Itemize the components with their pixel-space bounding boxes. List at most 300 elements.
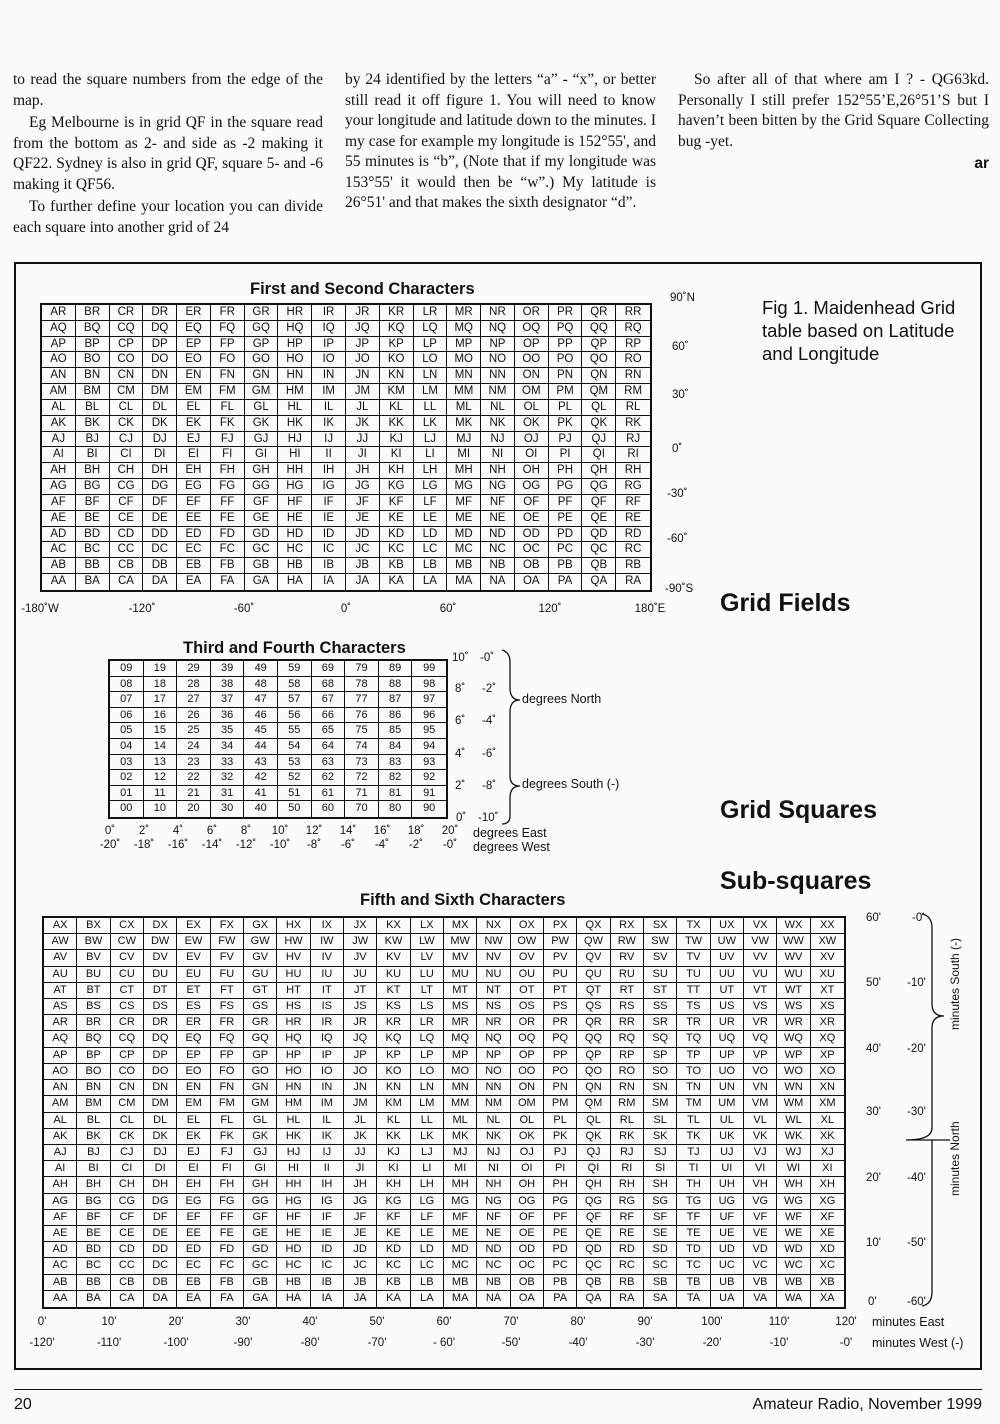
grid-cell: RE xyxy=(611,1226,644,1242)
grid-cell: BO xyxy=(77,1064,110,1080)
grid-cell: KA xyxy=(377,1291,410,1307)
grid-cell: UI xyxy=(711,1161,744,1177)
grid-cell: XU xyxy=(811,967,844,983)
grid-cell: HJ xyxy=(278,432,312,448)
grid-cell: BU xyxy=(77,967,110,983)
grid-cell: 92 xyxy=(412,770,446,786)
grid-cell: NF xyxy=(481,495,515,511)
grid-cell: FQ xyxy=(211,1031,244,1047)
grid-cell: AF xyxy=(42,495,76,511)
grid-cell: EI xyxy=(177,447,211,463)
grid-cell: NL xyxy=(477,1113,510,1129)
grid-cell: 89 xyxy=(379,661,413,677)
grid-cell: PE xyxy=(544,1226,577,1242)
grid-cell: CA xyxy=(111,1291,144,1307)
axis-label: 0˚ xyxy=(456,812,467,824)
grid-cell: DR xyxy=(144,1015,177,1031)
grid-cell: SH xyxy=(644,1177,677,1193)
grid-cell: EK xyxy=(177,416,211,432)
axis-label: 40' xyxy=(866,1043,881,1055)
axis-label: 50' xyxy=(369,1316,385,1328)
grid-cell: QN xyxy=(577,1080,610,1096)
grid-cell: TU xyxy=(677,967,710,983)
grid-cell: QD xyxy=(577,1242,610,1258)
grid-cell: 14 xyxy=(144,739,178,755)
grid-cell: MR xyxy=(447,305,481,321)
grid-cell: IP xyxy=(311,1048,344,1064)
grid-cell: LS xyxy=(411,999,444,1015)
grid-cell: RQ xyxy=(616,321,650,337)
grid-cell: AE xyxy=(44,1226,77,1242)
grid-cell: GO xyxy=(245,352,279,368)
grid-cell: 67 xyxy=(312,692,346,708)
grid-cell: OP xyxy=(511,1048,544,1064)
grid-cell: RB xyxy=(616,558,650,574)
grid-cell: 29 xyxy=(177,661,211,677)
grid-cell: EJ xyxy=(177,432,211,448)
grid-cell: PQ xyxy=(544,1031,577,1047)
grid-cell: LL xyxy=(411,1113,444,1129)
grid-cell: VV xyxy=(744,950,777,966)
grid-cell: BG xyxy=(76,479,110,495)
grid-cell: AV xyxy=(44,950,77,966)
minutes-north-label: minutes North xyxy=(948,1121,962,1196)
grid-cell: PB xyxy=(544,1275,577,1291)
grid-cell: MP xyxy=(447,337,481,353)
grid-cell: 56 xyxy=(278,708,312,724)
grid-cell: 40 xyxy=(244,801,278,817)
grid-cell: IS xyxy=(311,999,344,1015)
grid-cell: FE xyxy=(211,1226,244,1242)
grid-cell: RI xyxy=(611,1161,644,1177)
grid-cell: 32 xyxy=(211,770,245,786)
grid-cell: QQ xyxy=(577,1031,610,1047)
grid-cell: 28 xyxy=(177,677,211,693)
grid-cell: TA xyxy=(677,1291,710,1307)
grid-cell: LF xyxy=(411,1210,444,1226)
paragraph: So after all of that where am I ? - QG63kd. Personally I still prefer 152°55’E,26°51’S but I haven’t been bitten by the Grid Square Collecting bug -yet. xyxy=(678,71,989,150)
axis-label: -30˚ xyxy=(667,488,688,500)
grid-cell: CF xyxy=(111,1210,144,1226)
grid-cell: LE xyxy=(414,511,448,527)
grid-cell: LE xyxy=(411,1226,444,1242)
grid-cell: GA xyxy=(245,574,279,590)
grid-cell: JM xyxy=(346,384,380,400)
grid-cell: GR xyxy=(245,305,279,321)
grid-cell: TG xyxy=(677,1194,710,1210)
grid-cell: PH xyxy=(549,463,583,479)
grid-cell: HU xyxy=(277,967,310,983)
grid-cell: LC xyxy=(411,1258,444,1274)
grid-cell: LJ xyxy=(414,432,448,448)
grid-cell: 21 xyxy=(177,786,211,802)
grid-cell: EE xyxy=(177,1226,210,1242)
grid-cell: FL xyxy=(211,400,245,416)
grid-cell: RT xyxy=(611,983,644,999)
grid-cell: PG xyxy=(549,479,583,495)
axis-label: -10˚ xyxy=(478,812,499,824)
grid-cell: LN xyxy=(411,1080,444,1096)
grid-cell: MA xyxy=(444,1291,477,1307)
grid-cell: DH xyxy=(143,463,177,479)
axis-label: 10˚ xyxy=(452,652,469,664)
grid-cell: SI xyxy=(644,1161,677,1177)
grid-cell: FP xyxy=(211,1048,244,1064)
grid-cell: KV xyxy=(377,950,410,966)
grid-cell: JP xyxy=(344,1048,377,1064)
grid-cell: QF xyxy=(582,495,616,511)
grid-cell: IN xyxy=(312,368,346,384)
axis-label: -4˚ xyxy=(482,715,497,727)
grid-cell: PF xyxy=(549,495,583,511)
grid-cell: MQ xyxy=(447,321,481,337)
grid-cell: 90 xyxy=(423,802,436,815)
grid-cell: MK xyxy=(447,416,481,432)
grid-cell: 08 xyxy=(110,677,144,693)
grid-cell: QC xyxy=(577,1258,610,1274)
grid-cell: GH xyxy=(245,463,279,479)
grid-cell: VM xyxy=(744,1096,777,1112)
grid-cell: OE xyxy=(515,511,549,527)
grid-cell: OL xyxy=(515,400,549,416)
grid-cell: VD xyxy=(744,1242,777,1258)
grid-cell: NR xyxy=(477,1015,510,1031)
grid-cell: EO xyxy=(177,1064,210,1080)
grid-cell: NX xyxy=(477,918,510,934)
axis-label: 14˚ xyxy=(339,825,357,837)
axis-label: 40' xyxy=(302,1316,318,1328)
grid-cell: DP xyxy=(143,337,177,353)
grid-cell: OQ xyxy=(515,321,549,337)
grid-cell: JJ xyxy=(346,432,380,448)
grid-cell: VJ xyxy=(744,1145,777,1161)
grid-cell: OG xyxy=(511,1194,544,1210)
grid-cell: QR xyxy=(577,1015,610,1031)
grid-cell: PJ xyxy=(544,1145,577,1161)
grid-cell: PC xyxy=(549,542,583,558)
grid-cell: CQ xyxy=(111,1031,144,1047)
grid-cell: HT xyxy=(277,983,310,999)
grid-cell: WJ xyxy=(777,1145,810,1161)
grid-cell: RH xyxy=(616,463,650,479)
axis-label: 110' xyxy=(768,1316,790,1328)
grid-cell: DE xyxy=(143,511,177,527)
grid-cell: BQ xyxy=(77,1031,110,1047)
grid-cell: GV xyxy=(244,950,277,966)
grid-cell: GC xyxy=(244,1258,277,1274)
grid-cell: DM xyxy=(143,384,177,400)
grid-cell: UD xyxy=(711,1242,744,1258)
grid-cell: NE xyxy=(481,511,515,527)
minutes-south-label: minutes South (-) xyxy=(948,937,962,1030)
grid-cell: MN xyxy=(444,1080,477,1096)
grid-cell: QL xyxy=(577,1113,610,1129)
grid-cell: BI xyxy=(77,1161,110,1177)
grid-cell: OH xyxy=(511,1177,544,1193)
grid-cell: NF xyxy=(477,1210,510,1226)
grid-cell: HF xyxy=(278,495,312,511)
grid-cell: DF xyxy=(144,1210,177,1226)
grid-cell: TS xyxy=(677,999,710,1015)
grid-cell: XA xyxy=(819,1291,835,1304)
grid-cell: PX xyxy=(544,918,577,934)
grid-cell: 72 xyxy=(345,770,379,786)
grid-cell: HC xyxy=(278,542,312,558)
grid-cell: PG xyxy=(544,1194,577,1210)
grid-cell: BE xyxy=(76,511,110,527)
axis-label: 4˚ xyxy=(455,748,466,760)
grid-cell: CG xyxy=(111,1194,144,1210)
grid-cell: PA xyxy=(544,1291,577,1307)
grid-cell: HH xyxy=(277,1177,310,1193)
grid-cell: 45 xyxy=(244,723,278,739)
grid-cell: BB xyxy=(77,1275,110,1291)
grid-cell: 85 xyxy=(379,723,413,739)
fields-title: First and Second Characters xyxy=(250,280,475,298)
grid-cell: JK xyxy=(344,1129,377,1145)
grid-cell: GU xyxy=(244,967,277,983)
grid-cell: PR xyxy=(549,305,583,321)
grid-cell: HB xyxy=(277,1275,310,1291)
grid-cell: UG xyxy=(711,1194,744,1210)
grid-cell: BQ xyxy=(76,321,110,337)
axis-label: 100' xyxy=(701,1316,723,1328)
grid-cell: PM xyxy=(544,1096,577,1112)
grid-cell: IJ xyxy=(312,432,346,448)
grid-cell: TK xyxy=(677,1129,710,1145)
grid-cell: JD xyxy=(346,527,380,543)
grid-cell: PL xyxy=(544,1113,577,1129)
axis-label: 20' xyxy=(866,1172,881,1184)
grid-cell: LO xyxy=(411,1064,444,1080)
grid-cell: JA xyxy=(344,1291,377,1307)
grid-cell: IK xyxy=(311,1129,344,1145)
grid-cell: ON xyxy=(511,1080,544,1096)
grid-cell: IR xyxy=(311,1015,344,1031)
grid-cell: QM xyxy=(582,384,616,400)
grid-cell: OF xyxy=(515,495,549,511)
grid-cell: PH xyxy=(544,1177,577,1193)
axis-label: -10˚ xyxy=(269,839,291,851)
paragraph: To further define your location you can divide each square into another grid of 24 xyxy=(13,198,323,236)
axis-label: 4˚ xyxy=(172,825,184,837)
grid-cell: JA xyxy=(346,574,380,590)
grid-cell: LN xyxy=(414,368,448,384)
grid-cell: AF xyxy=(44,1210,77,1226)
grid-cell: CU xyxy=(111,967,144,983)
axis-label: -18˚ xyxy=(133,839,155,851)
grid-cell: RD xyxy=(616,527,650,543)
grid-cell: WX xyxy=(777,918,810,934)
grid-cell: FF xyxy=(211,1210,244,1226)
grid-cell: AO xyxy=(44,1064,77,1080)
grid-cell: NA xyxy=(481,574,515,590)
grid-cell: GC xyxy=(245,542,279,558)
grid-cell: GM xyxy=(244,1096,277,1112)
grid-cell: AN xyxy=(42,368,76,384)
grid-cell: IL xyxy=(312,400,346,416)
grid-cell: OC xyxy=(511,1258,544,1274)
grid-cell: JF xyxy=(346,495,380,511)
grid-cell: GL xyxy=(245,400,279,416)
grid-cell: ID xyxy=(311,1242,344,1258)
grid-cell: VQ xyxy=(744,1031,777,1047)
grid-cell: KX xyxy=(377,918,410,934)
grid-cell: AR xyxy=(44,1015,77,1031)
grid-cell: CJ xyxy=(110,432,144,448)
grid-cell: HI xyxy=(277,1161,310,1177)
grid-cell: PI xyxy=(544,1161,577,1177)
grid-cell: JD xyxy=(344,1242,377,1258)
grid-cell: AJ xyxy=(44,1145,77,1161)
grid-cell: FG xyxy=(211,1194,244,1210)
grid-cell: QI xyxy=(577,1161,610,1177)
publication-line: Amateur Radio, November 1999 xyxy=(752,1396,982,1413)
grid-cell: KJ xyxy=(380,432,414,448)
grid-cell: XE xyxy=(811,1226,844,1242)
grid-cell: RP xyxy=(611,1048,644,1064)
grid-cell: XV xyxy=(811,950,844,966)
grid-cell: VT xyxy=(744,983,777,999)
grid-cell: TO xyxy=(677,1064,710,1080)
grid-cell: OR xyxy=(511,1015,544,1031)
grid-cell: HO xyxy=(278,352,312,368)
grid-cell: PP xyxy=(544,1048,577,1064)
grid-cell: RG xyxy=(611,1194,644,1210)
grid-cell: JP xyxy=(346,337,380,353)
grid-cell: LA xyxy=(411,1291,444,1307)
grid-cell: CL xyxy=(110,400,144,416)
grid-cell: NE xyxy=(477,1226,510,1242)
grid-cell: PI xyxy=(549,447,583,463)
grid-cell: 23 xyxy=(177,755,211,771)
grid-cell: BO xyxy=(76,352,110,368)
grid-cell: UK xyxy=(711,1129,744,1145)
grid-cell: QJ xyxy=(577,1145,610,1161)
grid-cell: 00 xyxy=(110,801,144,817)
axis-label: 10˚ xyxy=(271,825,289,837)
grid-cell: NO xyxy=(477,1064,510,1080)
grid-cell: WH xyxy=(777,1177,810,1193)
grid-cell: QQ xyxy=(582,321,616,337)
grid-cell: RR xyxy=(616,305,650,321)
grid-cell: BD xyxy=(77,1242,110,1258)
grid-cell: GK xyxy=(245,416,279,432)
grid-cell: UX xyxy=(711,918,744,934)
grid-cell: DK xyxy=(144,1129,177,1145)
grid-cell: FR xyxy=(211,1015,244,1031)
axis-label: -16˚ xyxy=(167,839,189,851)
grid-cell: GK xyxy=(244,1129,277,1145)
grid-cell: OI xyxy=(511,1161,544,1177)
grid-cell: QU xyxy=(577,967,610,983)
grid-cell: IL xyxy=(311,1113,344,1129)
axis-label: - 60' xyxy=(432,1337,456,1349)
grid-cell: CP xyxy=(110,337,144,353)
grid-cell: PL xyxy=(549,400,583,416)
grid-cell: HR xyxy=(277,1015,310,1031)
grid-cell: JO xyxy=(346,352,380,368)
grid-cell: HG xyxy=(277,1194,310,1210)
grid-cell: SM xyxy=(644,1096,677,1112)
grid-cell: RE xyxy=(616,511,650,527)
grid-cell: CO xyxy=(110,352,144,368)
grid-cell: RC xyxy=(611,1258,644,1274)
grid-cell: HP xyxy=(277,1048,310,1064)
grid-cell: QG xyxy=(582,479,616,495)
grid-cell: IU xyxy=(311,967,344,983)
grid-cell: NK xyxy=(481,416,515,432)
grid-cell: 15 xyxy=(144,723,178,739)
grid-cell: SC xyxy=(644,1258,677,1274)
grid-cell: SL xyxy=(644,1113,677,1129)
grid-cell: CE xyxy=(110,511,144,527)
grid-cell: AQ xyxy=(42,321,76,337)
grid-cell: CM xyxy=(111,1096,144,1112)
grid-cell: VN xyxy=(744,1080,777,1096)
grid-cell: LP xyxy=(411,1048,444,1064)
grid-cell: NI xyxy=(477,1161,510,1177)
grid-cell: 11 xyxy=(144,786,178,802)
grid-cell: RW xyxy=(611,934,644,950)
grid-cell: AN xyxy=(44,1080,77,1096)
grid-cell: UE xyxy=(711,1226,744,1242)
grid-cell: TM xyxy=(677,1096,710,1112)
grid-cell: DQ xyxy=(143,321,177,337)
grid-cell: NM xyxy=(477,1096,510,1112)
grid-cell: XT xyxy=(811,983,844,999)
grid-cell: SN xyxy=(644,1080,677,1096)
grid-cell: QK xyxy=(577,1129,610,1145)
grid-cell: DK xyxy=(143,416,177,432)
grid-cell: MQ xyxy=(444,1031,477,1047)
grid-cell: XL xyxy=(811,1113,844,1129)
grid-cell: QD xyxy=(582,527,616,543)
grid-cell: HE xyxy=(278,511,312,527)
grid-cell: WE xyxy=(777,1226,810,1242)
grid-cell: RM xyxy=(611,1096,644,1112)
axis-label: -6˚ xyxy=(482,748,497,760)
grid-cell: KA xyxy=(380,574,414,590)
grid-cell: WB xyxy=(777,1275,810,1291)
grid-cell: SE xyxy=(644,1226,677,1242)
grid-cell: SS xyxy=(644,999,677,1015)
grid-cell: AG xyxy=(42,479,76,495)
grid-cell: RP xyxy=(616,337,650,353)
grid-cell: RD xyxy=(611,1242,644,1258)
grid-cell: TP xyxy=(677,1048,710,1064)
grid-cell: HD xyxy=(278,527,312,543)
grid-cell: PU xyxy=(544,967,577,983)
axis-label: -0˚ xyxy=(442,839,458,851)
grid-cell: IH xyxy=(311,1177,344,1193)
grid-cell: GD xyxy=(245,527,279,543)
axis-label: -60' xyxy=(907,1296,926,1308)
grid-cell: AD xyxy=(44,1242,77,1258)
grid-cell: VB xyxy=(744,1275,777,1291)
grid-cell: NK xyxy=(477,1129,510,1145)
grid-cell: FE xyxy=(211,511,245,527)
grid-cell: DL xyxy=(143,400,177,416)
grid-cell: NM xyxy=(481,384,515,400)
axis-label: -20' xyxy=(907,1043,926,1055)
grid-cell: 33 xyxy=(211,755,245,771)
grid-cell: KT xyxy=(377,983,410,999)
grid-cell: 27 xyxy=(177,692,211,708)
grid-cell: AP xyxy=(42,337,76,353)
grid-cell: QC xyxy=(582,542,616,558)
minutes-west-label: minutes West (-) xyxy=(872,1336,964,1350)
